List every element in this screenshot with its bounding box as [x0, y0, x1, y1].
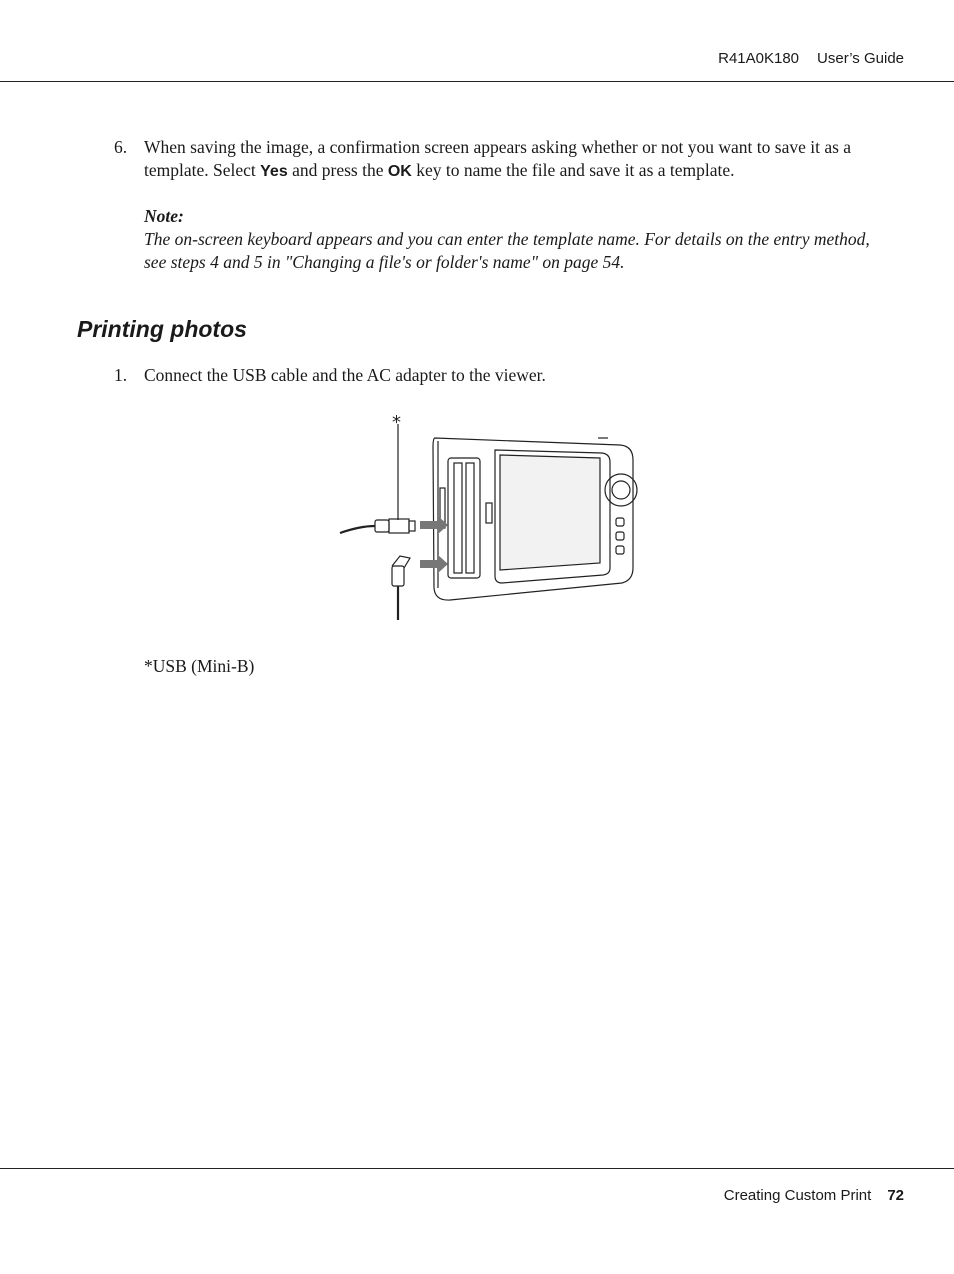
step-number: 1. — [114, 365, 128, 385]
viewer-connection-diagram — [330, 408, 640, 623]
step-1 — [114, 364, 884, 387]
figure-caption: *USB (Mini-B) — [144, 656, 255, 676]
footer-section: Creating Custom Print — [723, 1187, 872, 1204]
section-heading: Printing photos — [77, 316, 247, 342]
yes-key: Yes — [260, 163, 288, 180]
footer-rule — [0, 1168, 954, 1169]
header-rule — [0, 81, 954, 82]
usb-marker: * — [392, 412, 401, 433]
step-number: 6. — [114, 137, 128, 157]
page-header — [718, 50, 904, 67]
step-text-2: and press the — [287, 160, 388, 180]
connector-door — [448, 458, 480, 578]
page-footer — [724, 1187, 904, 1204]
note-text: The on-screen keyboard appears and you can enter the template name. For details on the entry method, see steps 4 and 5 in "Changing a file's or folder's name" on page 54. — [144, 229, 870, 272]
step-6 — [114, 136, 884, 183]
step-text: Connect the USB cable and the AC adapter to the viewer. — [144, 365, 546, 385]
device-illustration — [330, 408, 640, 623]
guide-title: User’s Guide — [817, 50, 904, 67]
doc-id: R41A0K180 — [718, 50, 800, 67]
step-text-1: When saving the image, a confirmation screen appears asking whether or not you want to save it as a template. Select — [144, 137, 852, 180]
ok-key: OK — [387, 163, 412, 180]
step-text-3: key to name the file and save it as a template. — [411, 160, 735, 180]
page-number: 72 — [887, 1187, 904, 1204]
usb-cable — [340, 526, 375, 533]
note-label: Note: — [144, 206, 184, 226]
note-block — [144, 205, 884, 274]
